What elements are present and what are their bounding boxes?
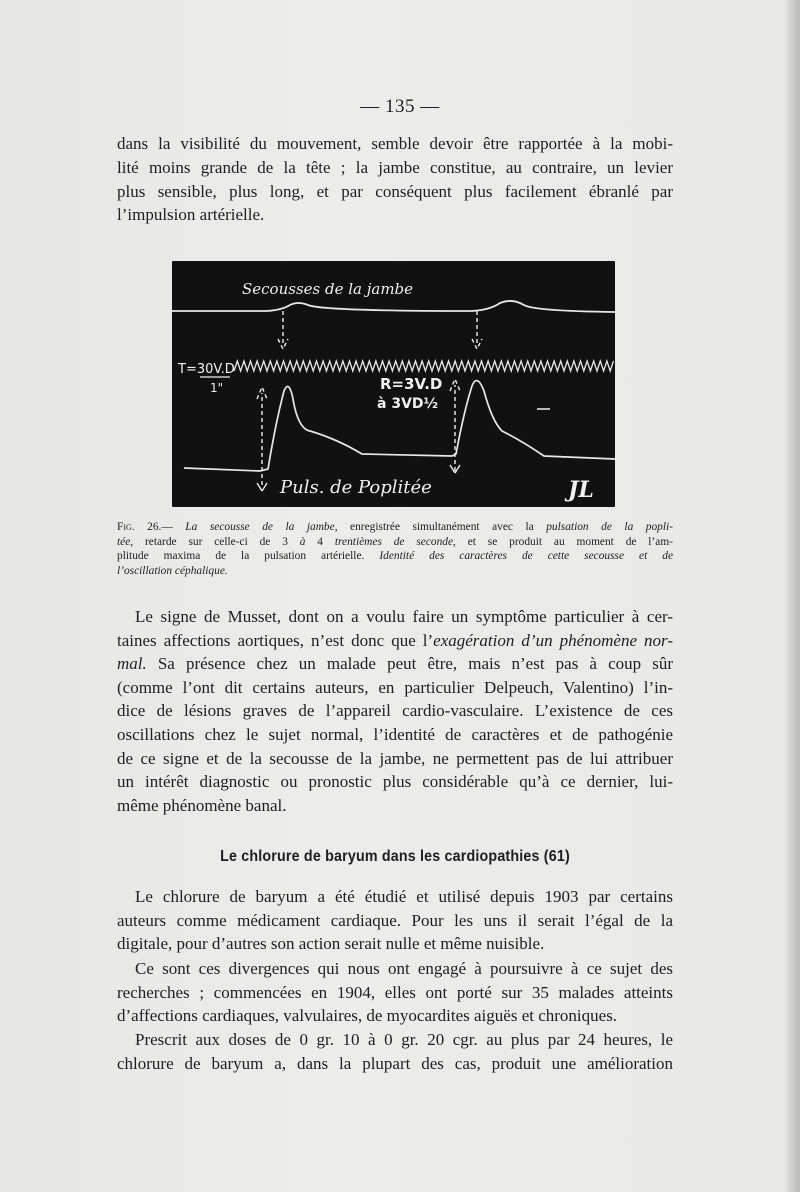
- caption-emphasis: pulsation de la popli-: [546, 521, 673, 533]
- text-line: dice de lésions graves de l’appareil cardio-vasculaire. L’existence de ces: [117, 701, 673, 721]
- intro-paragraph: [117, 132, 673, 227]
- section-paragraph-1: [117, 885, 673, 956]
- text-line: (comme l’ont dit certains auteurs, en particulier Delpeuch, Valentino) l’in-: [117, 677, 673, 697]
- caption-line: [117, 549, 673, 564]
- section-paragraph-2: [117, 957, 673, 1028]
- text-line: auteurs comme médicament cardiaque. Pour les uns il serait l’égal de la: [117, 910, 673, 930]
- section-paragraph-3: [117, 1028, 673, 1075]
- caption-text: plitude maxima de la pulsation artérielle.: [117, 550, 380, 563]
- caption-text: —: [161, 521, 186, 533]
- caption-text: , et se produit au moment de l’am-: [453, 535, 673, 548]
- popliteal-pulse-trace: [184, 381, 615, 471]
- text-line: même phénomène banal.: [117, 795, 287, 815]
- caption-text: 4: [305, 535, 335, 548]
- text-emphasis: mal.: [117, 654, 147, 674]
- caption-text: , enregistrée simultanément avec la: [334, 521, 547, 533]
- label-ratio: R=3V.D: [380, 375, 443, 393]
- figure-label: Fig. 26.: [117, 521, 162, 533]
- text-span: taines affections aortiques, n’est donc que l’: [117, 630, 434, 650]
- caption-emphasis: La secousse de la jambe: [185, 521, 335, 533]
- figure-26-tracing: [172, 261, 615, 507]
- label-popliteal-pulse: Puls. de Poplitée: [280, 477, 432, 498]
- tracing-svg: [172, 261, 615, 507]
- text-line: oscillations chez le sujet normal, l’identité de caractères et de pathogénie: [117, 724, 673, 744]
- text-line: Le chlorure de baryum a été étudié et utilisé depuis 1903 par certains: [135, 887, 673, 906]
- text-line: plus sensible, plus long, et par conséquent plus facilement ébranlé par: [117, 181, 673, 201]
- section-heading: Le chlorure de baryum dans les cardiopathies (61): [220, 848, 570, 865]
- caption-line: [117, 564, 673, 579]
- musset-paragraph: [117, 605, 673, 817]
- text-line: [117, 652, 673, 676]
- text-line: Ce sont ces divergences qui nous ont engagé à poursuivre à ce sujet des: [135, 959, 673, 978]
- text-line: recherches ; commencées en 1904, elles ont porté sur 35 malades atteints: [117, 982, 673, 1002]
- text-line: un intérêt diagnostic ou pronostic plus considérable qu’à ce dernier, lui-: [117, 772, 673, 792]
- text-line: Prescrit aux doses de 0 gr. 10 à 0 gr. 20 cgr. au plus par 24 heures, le: [135, 1030, 673, 1049]
- label-time-unit: 1": [210, 381, 224, 395]
- text-line: l’impulsion artérielle.: [117, 205, 265, 225]
- leg-jolt-trace: [172, 301, 615, 312]
- caption-emphasis: l’oscillation céphalique.: [117, 565, 228, 578]
- arrow-up-2: [450, 379, 460, 471]
- label-leg-jolts: Secousses de la jambe: [242, 280, 414, 298]
- text-line: Le signe de Musset, dont on a voulu faire un symptôme particulier à cer-: [135, 607, 673, 626]
- text-line: de ce signe et de la secousse de la jambe, ne permettent pas de lui attribuer: [117, 748, 673, 768]
- arrow-down-2: [472, 311, 482, 349]
- text-line: dans la visibilité du mouvement, semble devoir être rapportée à la mobi-: [117, 134, 673, 153]
- text-emphasis: exagération d’un phénomène nor-: [433, 630, 673, 650]
- caption-emphasis: trentièmes de seconde: [334, 535, 454, 548]
- arrow-down-1: [278, 311, 288, 349]
- monogram-signature: JL: [568, 477, 594, 503]
- caption-emphasis: Identité des caractères de cette secousse et de: [379, 550, 673, 563]
- page-number: — 135 —: [360, 96, 440, 117]
- text-line: d’affections cardiaques, valvulaires, de myocardites aiguës et chroniques.: [117, 1006, 618, 1026]
- time-marker-trace: [234, 361, 614, 371]
- label-time: T=30V.D: [178, 362, 235, 377]
- caption-emphasis: à: [299, 535, 306, 548]
- page-edge-shadow: [784, 0, 800, 1192]
- text-line: [117, 629, 673, 653]
- text-line: digitale, pour d’autres son action serait nulle et même nuisible.: [117, 934, 545, 954]
- text-line: chlorure de baryum a, dans la plupart des cas, produit une amélioration: [117, 1053, 673, 1073]
- caption-line: [117, 520, 673, 535]
- caption-text: , retarde sur celle-ci de 3: [130, 535, 300, 548]
- figure-caption: [117, 520, 673, 579]
- text-span: Sa présence chez un malade peut être, mais n’est pas à coup sûr: [146, 654, 673, 674]
- label-ratio-sub: à 3VD½: [377, 396, 439, 412]
- text-line: lité moins grande de la tête ; la jambe constitue, au contraire, un levier: [117, 157, 673, 177]
- caption-emphasis: tée: [117, 535, 131, 548]
- caption-line: [117, 535, 673, 550]
